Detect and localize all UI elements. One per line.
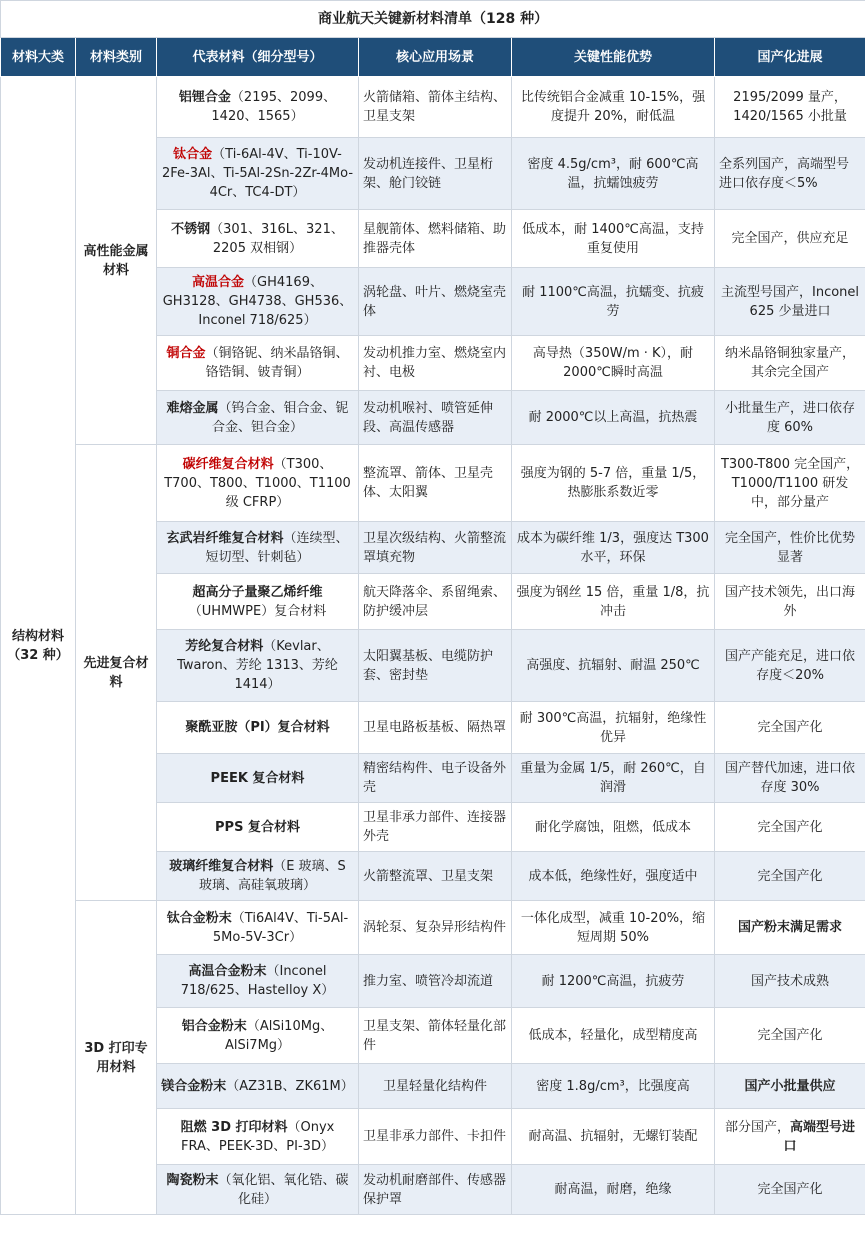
application-cell: 发动机连接件、卫星桁架、舱门铰链: [359, 138, 512, 210]
material-cell: [157, 754, 359, 803]
material-cell: [157, 210, 359, 268]
material-spec: （AZ31B、ZK61M）: [226, 1078, 354, 1094]
material-name: 高温合金粉末: [188, 964, 267, 979]
material-name: 钛合金: [173, 147, 213, 162]
application-cell: 卫星轻量化结构件: [359, 1064, 512, 1109]
progress-cell: 完全国产，性价比优势显著: [715, 522, 865, 574]
material-cell: [157, 445, 359, 522]
performance-cell: 耐化学腐蚀，阻燃，低成本: [512, 803, 715, 852]
application-cell: 推力室、喷管冷却流道: [359, 955, 512, 1008]
material-spec: （T300、T700、T800、T1000、T1100 级 CFRP）: [164, 456, 351, 510]
material-name: 玄武岩纤维复合材料: [166, 530, 284, 546]
material-spec: （2195、2099、1420、1565）: [211, 90, 337, 124]
performance-cell: 耐高温，耐磨，绝缘: [512, 1165, 715, 1215]
material-cell: [157, 1165, 359, 1215]
category-count: （32 种）: [7, 647, 69, 663]
header-material: 代表材料（细分型号）: [157, 38, 359, 77]
material-cell: [157, 268, 359, 336]
material-name: 镁合金粉末: [161, 1078, 227, 1094]
material-cell: [157, 1064, 359, 1109]
performance-cell: 密度 1.8g/cm³，比强度高: [512, 1064, 715, 1109]
performance-cell: 成本低，绝缘性好，强度适中: [512, 852, 715, 901]
material-name: PEEK 复合材料: [210, 770, 305, 786]
application-cell: 卫星非承力部件、连接器外壳: [359, 803, 512, 852]
progress-cell: 完全国产化: [715, 702, 865, 754]
progress-cell: [715, 1109, 865, 1165]
material-spec: （UHMWPE）复合材料: [188, 603, 327, 619]
material-name: 陶瓷粉末: [166, 1172, 219, 1188]
material-cell: [157, 574, 359, 630]
application-cell: 涡轮泵、复杂异形结构件: [359, 901, 512, 955]
material-cell: [157, 901, 359, 955]
category-cell: [1, 77, 76, 1215]
material-spec: （连续型、短切型、针刺毡）: [205, 530, 349, 565]
material-name: 铝锂合金: [178, 90, 231, 105]
table-title: 商业航天关键新材料清单（128 种）: [1, 1, 865, 38]
performance-cell: 耐高温、抗辐射，无螺钉装配: [512, 1109, 715, 1165]
application-cell: 卫星非承力部件、卡扣件: [359, 1109, 512, 1165]
progress-cell: 完全国产化: [715, 803, 865, 852]
material-spec: （Kevlar、Twaron、芳纶 1313、芳纶 1414）: [177, 639, 338, 692]
progress-text: 部分国产，: [725, 1119, 791, 1135]
performance-cell: 强度为钢的 5-7 倍，重量 1/5，热膨胀系数近零: [512, 445, 715, 522]
performance-cell: 低成本，耐 1400℃高温，支持重复使用: [512, 210, 715, 268]
application-cell: 发动机推力室、燃烧室内衬、电极: [359, 336, 512, 391]
performance-cell: 重量为金属 1/5，耐 260℃，自润滑: [512, 754, 715, 803]
application-cell: 火箭整流罩、卫星支架: [359, 852, 512, 901]
material-cell: [157, 391, 359, 445]
progress-cell: 国产产能充足，进口依存度＜20%: [715, 630, 865, 702]
material-name: 难熔金属: [166, 400, 219, 416]
performance-cell: 耐 1200℃高温，抗疲劳: [512, 955, 715, 1008]
material-spec: （301、316L、321、2205 双相钢）: [210, 221, 344, 256]
material-name: 阻燃 3D 打印材料: [180, 1119, 288, 1135]
header-category: 材料大类: [1, 38, 76, 77]
application-cell: 火箭储箱、箭体主结构、卫星支架: [359, 77, 512, 138]
material-spec: （AlSi10Mg、AlSi7Mg）: [224, 1018, 334, 1053]
progress-cell: 完全国产化: [715, 852, 865, 901]
progress-cell: 完全国产，供应充足: [715, 210, 865, 268]
progress-cell: 2195/2099 量产，1420/1565 小批量: [715, 77, 865, 138]
material-cell: [157, 630, 359, 702]
material-spec: （Onyx FRA、PEEK-3D、PI-3D）: [181, 1119, 335, 1154]
material-name: 玻璃纤维复合材料: [169, 859, 274, 874]
progress-cell: 国产粉末满足需求: [715, 901, 865, 955]
application-cell: 卫星电路板基板、隔热罩: [359, 702, 512, 754]
material-name: 铜合金: [166, 346, 206, 361]
group-name: 3D 打印专用材料: [76, 901, 157, 1215]
material-name: 高温合金: [192, 275, 245, 290]
header-class: 材料类别: [76, 38, 157, 77]
progress-cell: 完全国产化: [715, 1165, 865, 1215]
material-name: 聚酰亚胺（PI）复合材料: [185, 720, 330, 735]
material-name: 铝合金粉末: [181, 1018, 247, 1034]
progress-cell: T300-T800 完全国产，T1000/T1100 研发中，部分量产: [715, 445, 865, 522]
material-cell: [157, 852, 359, 901]
performance-cell: 耐 1100℃高温，抗蠕变、抗疲劳: [512, 268, 715, 336]
performance-cell: 成本为碳纤维 1/3，强度达 T300 水平，环保: [512, 522, 715, 574]
material-name: 不锈钢: [171, 221, 211, 237]
progress-cell: 全系列国产，高端型号进口依存度＜5%: [715, 138, 865, 210]
material-spec: （E 玻璃、S 玻璃、高硅氧玻璃）: [198, 859, 346, 893]
group-name: 先进复合材料: [76, 445, 157, 901]
material-name: 芳纶复合材料: [185, 639, 264, 654]
material-cell: [157, 803, 359, 852]
performance-cell: 密度 4.5g/cm³，耐 600℃高温，抗蠕蚀疲劳: [512, 138, 715, 210]
application-cell: 卫星次级结构、火箭整流罩填充物: [359, 522, 512, 574]
material-cell: [157, 522, 359, 574]
progress-cell: 国产技术领先，出口海外: [715, 574, 865, 630]
progress-cell: 主流型号国产，Inconel 625 少量进口: [715, 268, 865, 336]
progress-cell: 国产小批量供应: [715, 1064, 865, 1109]
performance-cell: 低成本，轻量化，成型精度高: [512, 1008, 715, 1064]
material-cell: [157, 336, 359, 391]
application-cell: 涡轮盘、叶片、燃烧室壳体: [359, 268, 512, 336]
application-cell: 太阳翼基板、电缆防护套、密封垫: [359, 630, 512, 702]
group-name: 高性能金属材料: [76, 77, 157, 445]
header-progress: 国产化进展: [715, 38, 865, 77]
material-name: 超高分子量聚乙烯纤维: [192, 584, 323, 600]
material-cell: [157, 955, 359, 1008]
performance-cell: 强度为钢丝 15 倍，重量 1/8，抗冲击: [512, 574, 715, 630]
material-spec: （Ti-6Al-4V、Ti-10V-2Fe-3Al、Ti-5Al-2Sn-2Zr-4Mo-4Cr、TC4-DT）: [161, 147, 354, 200]
material-name: 碳纤维复合材料: [182, 456, 274, 472]
material-spec: （Ti6Al4V、Ti-5Al-5Mo-5V-3Cr）: [212, 910, 349, 945]
material-spec: （Inconel 718/625、Hastelloy X）: [180, 964, 335, 998]
header-performance: 关键性能优势: [512, 38, 715, 77]
performance-cell: 耐 300℃高温，抗辐射，绝缘性优异: [512, 702, 715, 754]
material-name: PPS 复合材料: [215, 819, 300, 835]
material-spec: （GH4169、GH3128、GH4738、GH536、Inconel 718/625）: [162, 275, 353, 328]
performance-cell: 高强度、抗辐射、耐温 250℃: [512, 630, 715, 702]
progress-emphasis: 高端型号进口: [783, 1119, 856, 1154]
material-spec: （铜铬铌、纳米晶铬铜、铬锆铜、铍青铜）: [205, 346, 349, 380]
performance-cell: 比传统铝合金减重 10-15%，强度提升 20%，耐低温: [512, 77, 715, 138]
material-cell: [157, 1008, 359, 1064]
progress-cell: 国产替代加速，进口依存度 30%: [715, 754, 865, 803]
material-name: 钛合金粉末: [166, 910, 232, 926]
application-cell: 发动机耐磨部件、传感器保护罩: [359, 1165, 512, 1215]
application-cell: 整流罩、箭体、卫星壳体、太阳翼: [359, 445, 512, 522]
progress-cell: 完全国产化: [715, 1008, 865, 1064]
material-cell: [157, 77, 359, 138]
application-cell: 卫星支架、箭体轻量化部件: [359, 1008, 512, 1064]
application-cell: 精密结构件、电子设备外壳: [359, 754, 512, 803]
application-cell: 航天降落伞、系留绳索、防护缓冲层: [359, 574, 512, 630]
performance-cell: 一体化成型，减重 10-20%，缩短周期 50%: [512, 901, 715, 955]
performance-cell: 耐 2000℃以上高温，抗热震: [512, 391, 715, 445]
material-cell: [157, 1109, 359, 1165]
progress-cell: 国产技术成熟: [715, 955, 865, 1008]
application-cell: 星舰箭体、燃料储箱、助推器壳体: [359, 210, 512, 268]
material-cell: [157, 138, 359, 210]
progress-cell: 小批量生产，进口依存度 60%: [715, 391, 865, 445]
category-name: 结构材料: [11, 628, 64, 644]
material-spec: （钨合金、钼合金、铌合金、钽合金）: [211, 400, 349, 435]
material-cell: [157, 702, 359, 754]
material-spec: （氧化铝、氧化锆、碳化硅）: [218, 1172, 349, 1207]
performance-cell: 高导热（350W/m · K），耐 2000℃瞬时高温: [512, 336, 715, 391]
header-application: 核心应用场景: [359, 38, 512, 77]
application-cell: 发动机喉衬、喷管延伸段、高温传感器: [359, 391, 512, 445]
progress-cell: 纳米晶铬铜独家量产，其余完全国产: [715, 336, 865, 391]
